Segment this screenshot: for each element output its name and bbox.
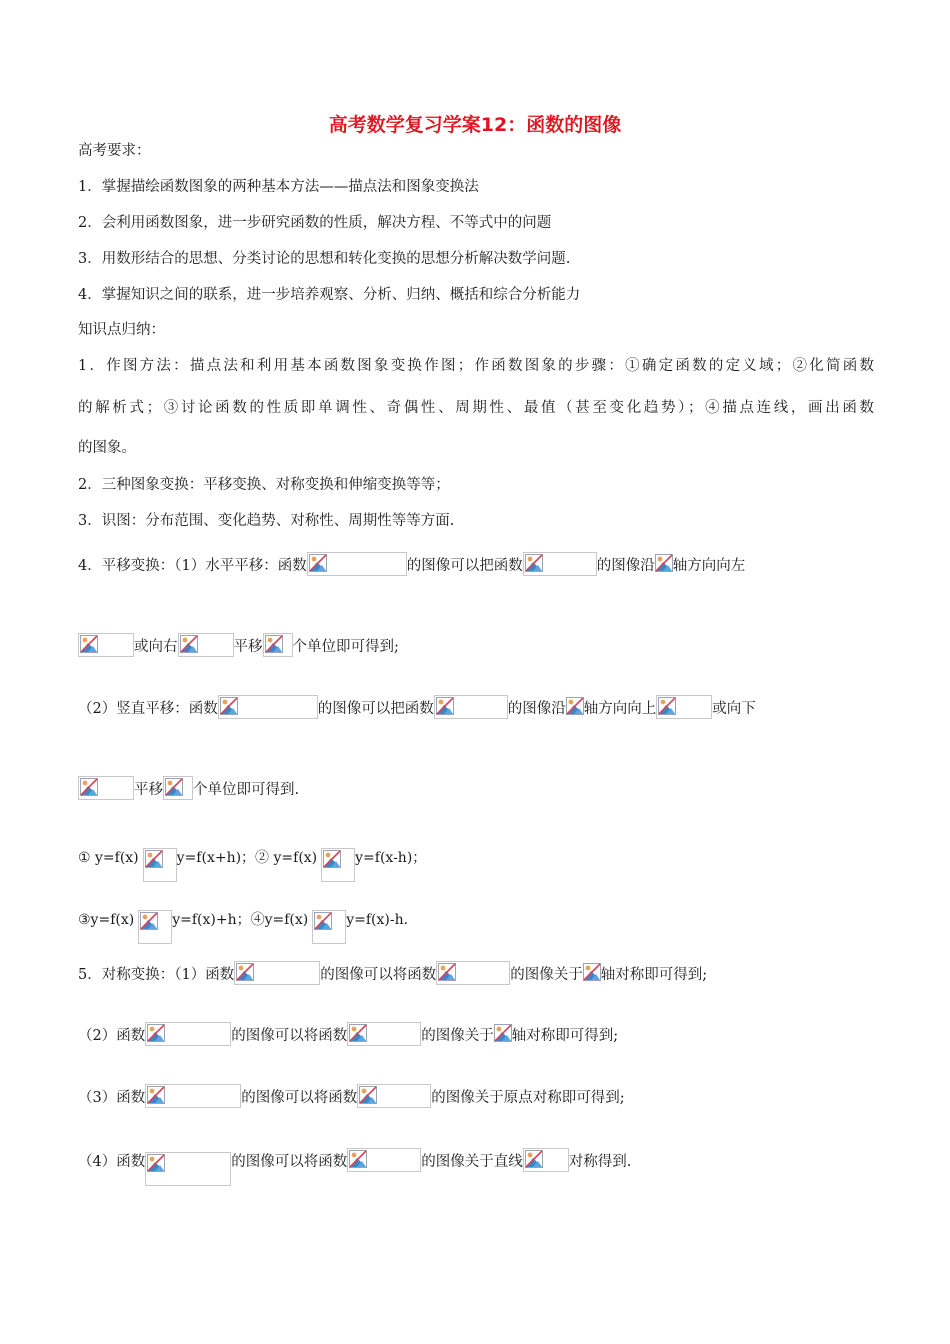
arrow-image xyxy=(143,848,177,882)
knowledge-point-1-line-3: 的图象。 xyxy=(78,440,136,456)
translation-rules-1: ① y=f(x) y=f(x+h)；② y=f(x) y=f(x-h)； xyxy=(78,848,874,882)
broken-image-icon xyxy=(265,635,283,653)
formula-image xyxy=(145,1084,241,1108)
translation-vertical-line-2: 平移 个单位即可得到. xyxy=(78,776,874,800)
broken-image-icon xyxy=(349,1024,367,1042)
formula-image xyxy=(494,1022,512,1046)
knowledge-heading: 知识点归纳： xyxy=(78,322,165,338)
formula-image xyxy=(523,552,597,576)
broken-image-icon xyxy=(658,697,676,715)
formula-image xyxy=(78,776,134,800)
broken-image-icon xyxy=(436,697,454,715)
broken-image-icon xyxy=(314,912,332,930)
formula-image xyxy=(566,695,584,719)
broken-image-icon xyxy=(180,635,198,653)
formula-image xyxy=(655,552,673,576)
formula-image xyxy=(436,961,510,985)
broken-image-icon xyxy=(147,1154,165,1172)
arrow-image xyxy=(312,910,346,944)
requirement-item: 1．掌握描绘函数图象的两种基本方法——描点法和图象变换法 xyxy=(78,179,479,195)
broken-image-icon xyxy=(147,1024,165,1042)
formula-image xyxy=(145,1022,231,1046)
broken-image-icon xyxy=(525,554,543,572)
arrow-image xyxy=(138,910,172,944)
requirement-item: 3．用数形结合的思想、分类讨论的思想和转化变换的思想分析解决数学问题. xyxy=(78,251,571,267)
translation-vertical-line: （2）竖直平移：函数 的图像可以把函数 的图像沿 轴方向向上 或向下 xyxy=(78,695,878,719)
translation-horizontal-line-2: 或向右 平移 个单位即可得到; xyxy=(78,633,874,657)
translation-horizontal-line: 4．平移变换：（1）水平平移：函数 的图像可以把函数 的图像沿 轴方向向左 xyxy=(78,552,878,576)
formula-image xyxy=(263,633,293,657)
symmetry-line-2: （2）函数 的图像可以将函数 的图像关于 轴对称即可得到; xyxy=(78,1022,874,1046)
formula-image xyxy=(307,552,407,576)
requirement-item: 4．掌握知识之间的联系，进一步培养观察、分析、归纳、概括和综合分析能力 xyxy=(78,287,581,303)
formula-image xyxy=(218,695,318,719)
formula-image xyxy=(234,961,320,985)
knowledge-point-3: 3．识图：分布范围、变化趋势、对称性、周期性等等方面. xyxy=(78,513,455,529)
translation-rules-2: ③y=f(x) y=f(x)+h；④y=f(x) y=f(x)-h. xyxy=(78,910,874,944)
formula-image xyxy=(347,1022,421,1046)
formula-image xyxy=(434,695,508,719)
broken-image-icon xyxy=(349,1150,367,1168)
broken-image-icon xyxy=(236,963,254,981)
formula-image xyxy=(583,961,601,985)
broken-image-icon xyxy=(80,778,98,796)
formula-image xyxy=(347,1148,421,1172)
formula-image xyxy=(163,776,193,800)
knowledge-point-1-line-1: 1．作图方法：描点法和利用基本函数图象变换作图；作函数图象的步骤：①确定函数的定义域；②化简函数 xyxy=(78,358,874,374)
broken-image-icon xyxy=(140,912,158,930)
broken-image-icon xyxy=(438,963,456,981)
broken-image-icon xyxy=(323,850,341,868)
broken-image-icon xyxy=(309,554,327,572)
broken-image-icon xyxy=(494,1024,512,1042)
requirement-item: 2．会利用函数图象，进一步研究函数的性质，解决方程、不等式中的问题 xyxy=(78,215,552,231)
broken-image-icon xyxy=(165,778,183,796)
broken-image-icon xyxy=(525,1150,543,1168)
broken-image-icon xyxy=(145,850,163,868)
formula-image xyxy=(523,1148,569,1172)
broken-image-icon xyxy=(655,554,673,572)
knowledge-point-1-line-2: 的解析式；③讨论函数的性质即单调性、奇偶性、周期性、最值（甚至变化趋势）；④描点连线，画出函数 xyxy=(78,400,874,416)
requirements-heading: 高考要求： xyxy=(78,143,151,159)
formula-image xyxy=(357,1084,431,1108)
formula-image xyxy=(145,1152,231,1186)
broken-image-icon xyxy=(583,963,601,981)
symmetry-line-1: 5．对称变换：（1）函数 的图像可以将函数 的图像关于 轴对称即可得到; xyxy=(78,961,874,985)
knowledge-point-2: 2．三种图象变换：平移变换、对称变换和伸缩变换等等； xyxy=(78,477,450,493)
symmetry-line-3: （3）函数 的图像可以将函数 的图像关于原点对称即可得到; xyxy=(78,1084,874,1108)
broken-image-icon xyxy=(359,1086,377,1104)
symmetry-line-4: （4）函数 的图像可以将函数 的图像关于直线 对称得到. xyxy=(78,1148,874,1186)
formula-image xyxy=(78,633,134,657)
arrow-image xyxy=(321,848,355,882)
broken-image-icon xyxy=(220,697,238,715)
broken-image-icon xyxy=(566,697,584,715)
formula-image xyxy=(178,633,234,657)
broken-image-icon xyxy=(80,635,98,653)
formula-image xyxy=(656,695,712,719)
document-title: 高考数学复习学案12：函数的图像 xyxy=(328,114,622,136)
broken-image-icon xyxy=(147,1086,165,1104)
